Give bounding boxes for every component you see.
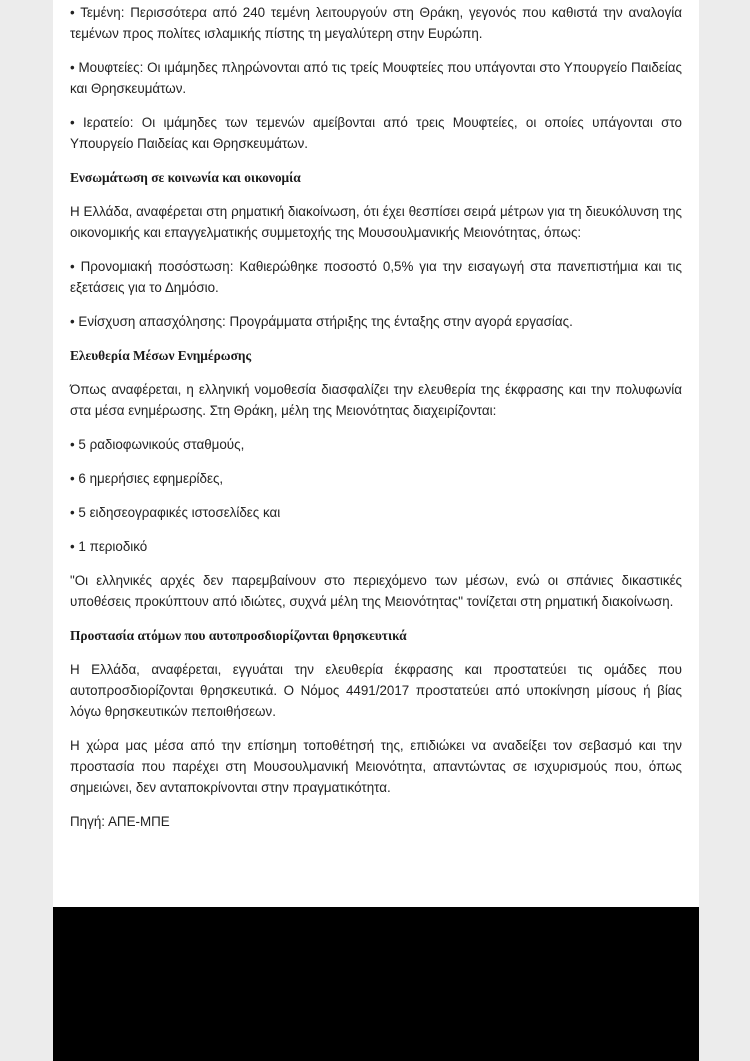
heading-media-freedom: Ελευθερία Μέσων Ενημέρωσης: [70, 348, 252, 363]
bullet-employment: • Ενίσχυση απασχόλησης: Προγράμματα στήριξης της ένταξης στην αγορά εργασίας.: [70, 314, 573, 329]
bullet-radio-stations: • 5 ραδιοφωνικούς σταθμούς,: [70, 437, 245, 452]
bullet-magazine: • 1 περιοδικό: [70, 539, 148, 554]
paragraph-conclusion: Η χώρα μας μέσα από την επίσημη τοποθέτησή της, επιδιώκει να αναδείξει τον σεβασμό και την προστασία που παρέχει στη Μουσουλμανική Μειονότητα, απαντώντας σε ισχυρισμούς που, όπως σημειώνει, δεν ανταποκρίνονται στην πραγματικότητα.: [70, 738, 682, 795]
heading-integration: Ενσωμάτωση σε κοινωνία και οικονομία: [70, 170, 301, 185]
paragraph-media-quote: "Οι ελληνικές αρχές δεν παρεμβαίνουν στο περιεχόμενο των μέσων, ενώ οι σπάνιες δικαστικές υποθέσεις προκύπτουν από ιδιώτες, συχνά μέλη της Μειονότητας" τονίζεται στη ρηματική διακοίνωση.: [70, 573, 682, 609]
bullet-mosques: • Τεμένη: Περισσότερα από 240 τεμένη λειτουργούν στη Θράκη, γεγονός που καθιστά την αναλογία τεμένων προς πολίτες ισλαμικής πίστης τη μεγαλύτερη στην Ευρώπη.: [70, 5, 682, 41]
paragraph-religious-protection: Η Ελλάδα, αναφέρεται, εγγυάται την ελευθερία έκφρασης και προστατεύει τις ομάδες που αυτοπροσδιορίζονται θρησκευτικά. Ο Νόμος 4491/2017 προστατεύει από υποκίνηση μίσους ή βίας λόγω θρησκευτικών πεποιθήσεων.: [70, 662, 682, 719]
bullet-news-websites: • 5 ειδησεογραφικές ιστοσελίδες και: [70, 505, 281, 520]
heading-religious-protection: Προστασία ατόμων που αυτοπροσδιορίζονται θρησκευτικά: [70, 628, 407, 643]
bullet-muftiates: • Μουφτείες: Οι ιμάμηδες πληρώνονται από τις τρείς Μουφτείες που υπάγονται στο Υπουργείο Παιδείας και Θρησκευμάτων.: [70, 60, 682, 96]
article-body: [70, 2, 682, 845]
paragraph-integration-intro: Η Ελλάδα, αναφέρεται στη ρηματική διακοίνωση, ότι έχει θεσπίσει σειρά μέτρων για τη διευκόλυνση της οικονομικής και επαγγελματικής συμμετοχής της Μουσουλμανικής Μειονότητας, όπως:: [70, 204, 682, 240]
paragraph-media-intro: Όπως αναφέρεται, η ελληνική νομοθεσία διασφαλίζει την ελευθερία της έκφρασης και την πολυφωνία στα μέσα ενημέρωσης. Στη Θράκη, μέλη της Μειονότητας διαχειρίζονται:: [70, 382, 682, 418]
bullet-quota: • Προνομιακή ποσόστωση: Καθιερώθηκε ποσοστό 0,5% για την εισαγωγή στα πανεπιστήμια και τις εξετάσεις για το Δημόσιο.: [70, 259, 682, 295]
bottom-media-placeholder: [53, 907, 699, 1061]
bullet-clergy: • Ιερατείο: Οι ιμάμηδες των τεμενών αμείβονται από τρεις Μουφτείες, οι οποίες υπάγονται στο Υπουργείο Παιδείας και Θρησκευμάτων.: [70, 115, 682, 151]
article-card: [53, 0, 699, 907]
source-credit: Πηγή: ΑΠΕ-ΜΠΕ: [70, 814, 170, 829]
bullet-newspapers: • 6 ημερήσιες εφημερίδες,: [70, 471, 224, 486]
